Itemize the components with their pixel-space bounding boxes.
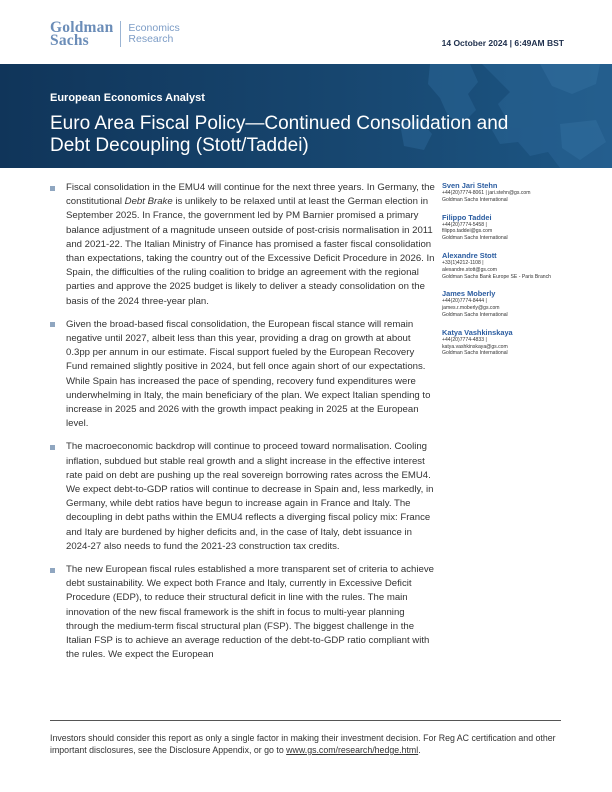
author-contact: +44(20)7774-5458 | (442, 221, 487, 228)
division-name (128, 23, 179, 46)
logo-line-1: Goldman (50, 19, 114, 36)
bullet-square-icon (50, 568, 55, 573)
author-name[interactable]: Alexandre Stott (442, 250, 497, 260)
bullet-square-icon (50, 186, 55, 191)
author-contact: +44(20)7774-8444 | (442, 298, 487, 305)
author-name[interactable]: Katya Vashkinskaya (442, 327, 513, 337)
author-block (442, 181, 572, 204)
logo-divider (120, 21, 121, 47)
disclosure-text: Investors should consider this report as only a single factor in making their investment decision. For Reg AC certification and other important disclosures, see the Disclosure Appendix, or go to (50, 733, 556, 755)
author-block (442, 328, 572, 357)
bullet-text: Fiscal consolidation in the EMU4 will continue for the next three years. In Germany, the constitutional Debt Brake is unlikely to be relaxed until at least the German election in September 2025. In France, the government led by PM Barnier promised a primary balance adjustment of a magnitude unseen outside of post-crisis normalisation in 2011 and 2021-22. The Italian Ministry of Finance has promised a faster fiscal consolidation than expectations, taking the country out of the Excessive Deficit Procedure in 2026. In Spain, the difficulties of the ruling coalition to bridge an agreement with the regional parties and approve the 2025 budget is likely to deliver a steady consolidation on the basis of the 2024 three-year plan. (66, 182, 435, 307)
bullet-square-icon (50, 322, 55, 327)
report-header (0, 0, 612, 64)
author-email[interactable]: alexandre.stott@gs.com (442, 266, 498, 273)
bullet-text: The new European fiscal rules established a more transparent set of criteria to achieve debt sustainability. We expect both France and Italy, currently in Excessive Deficit Procedure (EDP), to reduce their structural deficit in line with the rules. The main innovation of the new fiscal framework is the shift in focus to multi-year planning through the medium-term fiscal structural plan (FSP). The biggest challenge in the Italian FSP is to achieve an average reduction of the debt-to-GDP ratio compliant with the rules. We expect the European (66, 564, 434, 661)
author-block (442, 213, 572, 242)
bullet-item (50, 181, 435, 309)
author-name[interactable]: Filippo Taddei (442, 212, 492, 222)
series-name: European Economics Analyst (50, 92, 205, 104)
publish-date: 14 October 2024 | 6:49AM BST (441, 38, 564, 48)
footer-divider (50, 720, 561, 721)
emphasis-debt-brake: Debt Brake (124, 196, 173, 208)
logo-wordmark (50, 21, 113, 47)
goldman-sachs-logo (50, 21, 180, 47)
author-list (442, 181, 572, 366)
bullet-text: The macroeconomic backdrop will continue to proceed toward normalisation. Cooling inflation, subdued but stable real growth and a slight increase in the effective interest rate paid on debt are pushing up the real sovereign borrowing rates across the EMU4. We expect debt-to-GDP ratios will continue to decrease in Spain and, less markedly, in Germany, while debt ratios have begun to increase again in France and Italy. The decoupling in debt paths within the EMU4 reflects a diverging fiscal policy mix: France and Italy are burdened by higher deficits and, in the case of Italy, debt issuance in 2024-27 also needs to fund the 2021-23 construction tax credits. (66, 441, 434, 552)
author-firm: Goldman Sachs International (442, 350, 508, 357)
author-firm: Goldman Sachs International (442, 235, 508, 242)
disclosure-tail: . (418, 744, 421, 755)
author-contact: +33(1)4212-1108 | (442, 259, 484, 266)
author-email[interactable]: filippo.taddei@gs.com (442, 228, 493, 235)
author-firm: Goldman Sachs International (442, 311, 508, 318)
bullet-item (50, 440, 435, 554)
author-firm: Goldman Sachs Bank Europe SE - Paris Branch (442, 273, 552, 280)
bullet-item (50, 563, 435, 662)
bullet-item (50, 318, 435, 432)
author-contact[interactable]: +44(20)7774-8061 | jari.stehn@gs.com (442, 190, 531, 196)
division-line-1: Economics (128, 21, 180, 34)
disclosure-footer (50, 733, 560, 757)
disclosure-link[interactable]: www.gs.com/research/hedge.html (286, 744, 419, 755)
bullet-square-icon (50, 445, 55, 450)
report-title: Euro Area Fiscal Policy—Continued Consolidation and Debt Decoupling (Stott/Taddei) (50, 113, 509, 156)
author-email[interactable]: james.r.moberly@gs.com (442, 305, 500, 312)
author-name[interactable]: James Moberly (442, 289, 496, 299)
author-contact: +44(20)7774-4833 | (442, 336, 487, 343)
bullet-text: Given the broad-based fiscal consolidation, the European fiscal stance will remain negative until 2027, albeit less than this year, providing a drag on growth at about 0.3pp per annum in our estimate. Fiscal support fueled by the European Recovery Fund remained slightly positive in 2024, but fell once again short of our expectations. While Spain has increased the pace of spending, recovery fund expenditures were underwhelming in Italy, the main beneficiary of the plan. We expect Italian spending to increase in 2025 and 2026 with the growth impact peaking in 2025 at the European level. (66, 318, 431, 430)
title-banner (0, 64, 612, 168)
summary-bullets (50, 181, 435, 672)
author-name[interactable]: Sven Jari Stehn (442, 181, 498, 190)
division-line-2: Research (128, 33, 174, 45)
author-firm: Goldman Sachs International (442, 196, 508, 203)
author-email[interactable]: katya.vashkinskaya@gs.com (442, 343, 508, 350)
author-block (442, 289, 572, 318)
logo-line-2: Sachs (50, 32, 89, 49)
author-block (442, 251, 572, 280)
